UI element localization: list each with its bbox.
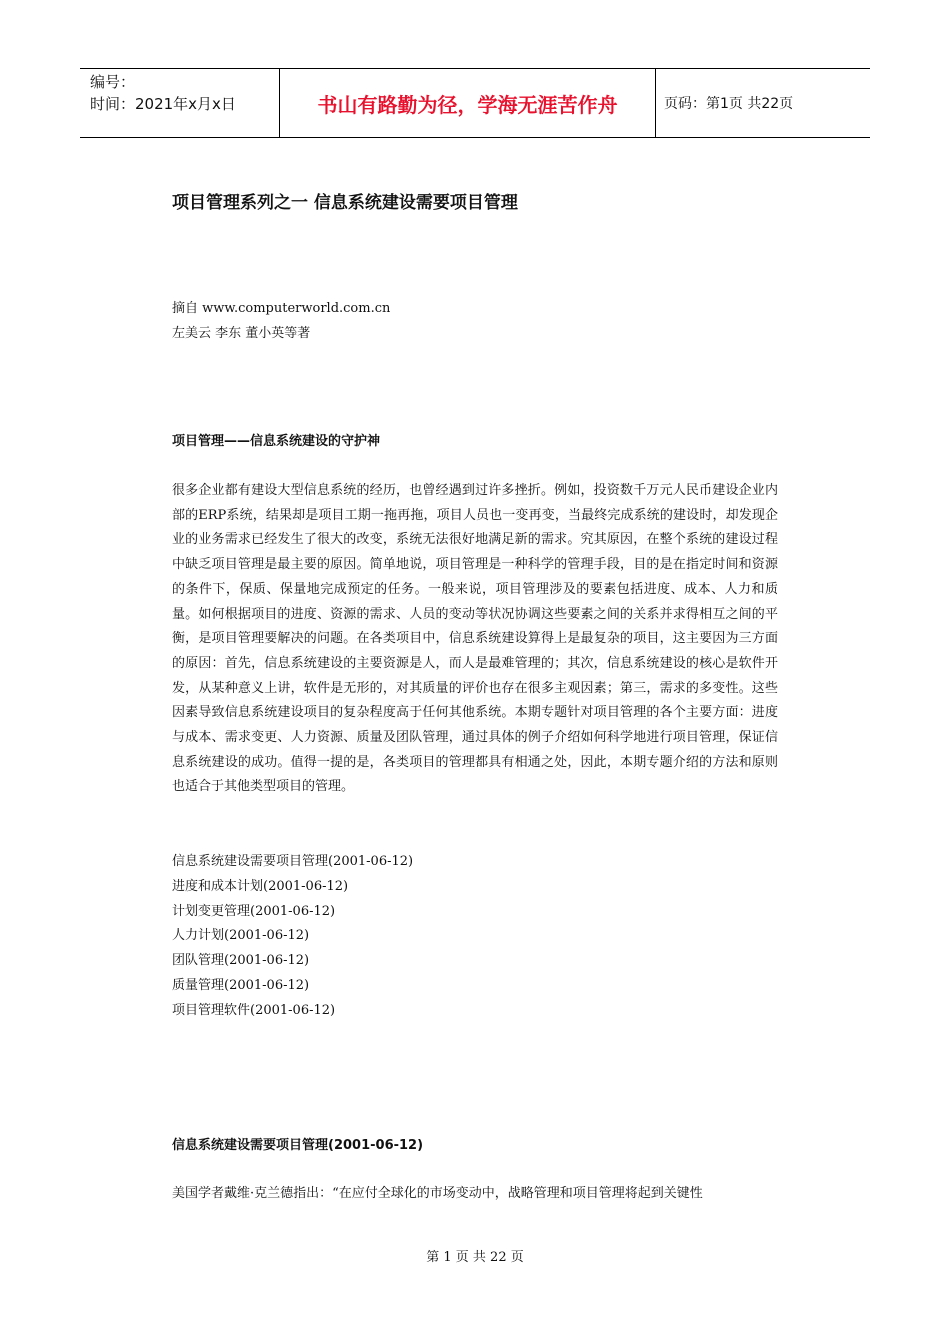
article-list-item: 进度和成本计划(2001-06-12)	[172, 878, 349, 894]
document-meta	[172, 296, 390, 346]
article-list-item: 质量管理(2001-06-12)	[172, 977, 310, 993]
source-line: 摘自 www.computerworld.com.cn	[172, 301, 391, 316]
page-header	[80, 68, 870, 138]
code-label: 编号：	[90, 73, 136, 91]
article-list-item: 计划变更管理(2001-06-12)	[172, 903, 336, 919]
authors-line: 左美云 李东 董小英等著	[172, 326, 311, 341]
body-paragraph: 美国学者戴维·克兰德指出：“在应付全球化的市场变动中，战略管理和项目管理将起到关键性	[172, 1186, 703, 1201]
page-footer: 第 1 页 共 22 页	[426, 1250, 524, 1265]
time-label: 时间：2021年x月x日	[90, 95, 236, 113]
article-list	[172, 850, 413, 1024]
header-page-info: 页码：第1页 共22页	[664, 96, 794, 112]
intro-paragraph: 很多企业都有建设大型信息系统的经历，也曾经遇到过许多挫折。例如，投资数千万元人民币建设企业内部的ERP系统，结果却是项目工期一拖再拖，项目人员也一变再变，当最终完成系统的建设时，却发现企业的业务需求已经发生了很大的改变，系统无法很好地满足新的需求。究其原因，在整个系统的建设过程中缺乏项目管理是最主要的原因。简单地说，项目管理是一种科学的管理手段，目的是在指定时间和资源的条件下，保质、保量地完成预定的任务。一般来说，项目管理涉及的要素包括进度、成本、人力和质量。如何根据项目的进度、资源的需求、人员的变动等状况协调这些要素之间的关系并求得相互之间的平衡，是项目管理要解决的问题。在各类项目中，信息系统建设算得上是最复杂的项目，这主要因为三方面的原因：首先，信息系统建设的主要资源是人，而人是最难管理的；其次，信息系统建设的核心是软件开发，从某种意义上讲，软件是无形的，对其质量的评价也存在很多主观因素；第三，需求的多变性。这些因素导致信息系统建设项目的复杂程度高于任何其他系统。本期专题针对项目管理的各个主要方面：进度与成本、需求变更、人力资源、质量及团队管理，通过具体的例子介绍如何科学地进行项目管理，保证信息系统建设的成功。值得一提的是，各类项目的管理都具有相通之处，因此，本期专题介绍的方法和原则也适合于其他类型项目的管理。	[172, 483, 778, 795]
article-list-item: 项目管理软件(2001-06-12)	[172, 1002, 336, 1018]
section-heading-2: 信息系统建设需要项目管理(2001-06-12)	[172, 1138, 424, 1153]
document-title: 项目管理系列之一 信息系统建设需要项目管理	[172, 193, 518, 213]
article-list-item: 团队管理(2001-06-12)	[172, 953, 310, 969]
article-list-item: 人力计划(2001-06-12)	[172, 928, 310, 944]
section-heading: 项目管理——信息系统建设的守护神	[172, 434, 381, 449]
header-meta-cell	[80, 69, 280, 137]
header-motto: 书山有路勤为径，学海无涯苦作舟	[280, 69, 656, 137]
article-list-item: 信息系统建设需要项目管理(2001-06-12)	[172, 854, 414, 869]
